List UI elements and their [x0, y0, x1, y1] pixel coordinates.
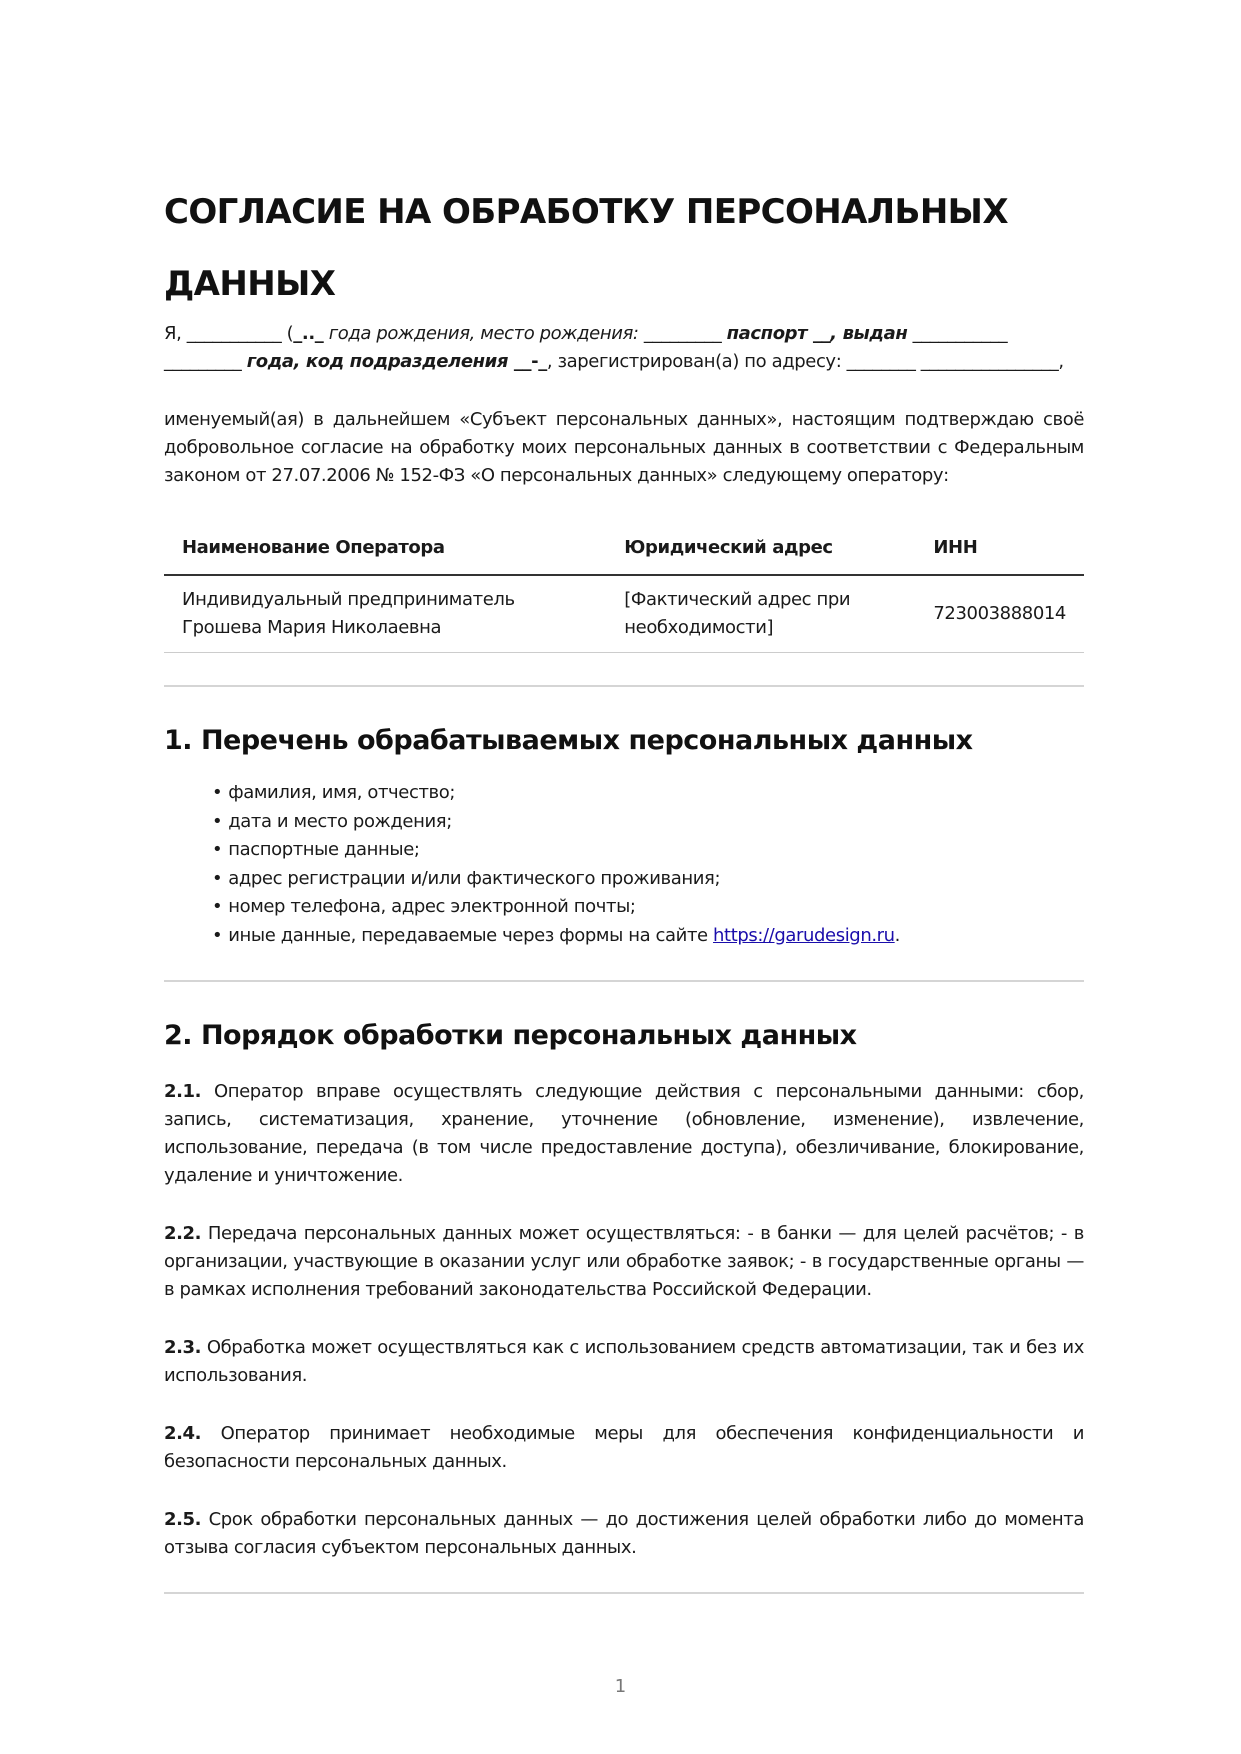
table-row	[164, 575, 1084, 653]
address-line-2: необходимости]	[624, 617, 774, 638]
clause-2-2	[164, 1220, 1084, 1304]
operator-name-cell	[164, 575, 606, 653]
clause-2-3	[164, 1334, 1084, 1390]
page-number: 1	[614, 1676, 627, 1697]
section-divider	[164, 980, 1084, 982]
website-link[interactable]: https://garudesign.ru	[713, 924, 895, 946]
section-divider	[164, 685, 1084, 687]
clause-text: Оператор вправе осуществлять следующие действия с персональными данными: сбор, запись, систематизация, хранение, уточнение (обновление, изменение), извлечение, использование, передача (в том числе предоставление доступа), обезличивание, блокирование, удаление и уничтожение.	[164, 1081, 1084, 1186]
passport-text: паспорт __, выдан	[726, 323, 908, 344]
subject-intro	[164, 320, 1084, 376]
section-1-heading: 1. Перечень обрабатываемых персональных данных	[164, 725, 973, 756]
legal-address-cell	[606, 575, 915, 653]
registration-address-text: , зарегистрирован(а) по адресу: ________ ________________,	[546, 351, 1064, 372]
title-line-1: СОГЛАСИЕ НА ОБРАБОТКУ ПЕРСОНАЛЬНЫХ	[164, 192, 1008, 232]
list-item	[212, 922, 1084, 951]
birth-place-text: года рождения, место рождения: _________	[323, 323, 727, 344]
clause-number: 2.4.	[164, 1423, 202, 1444]
clause-2-1	[164, 1078, 1084, 1190]
clause-number: 2.2.	[164, 1223, 202, 1244]
operator-name-line-1: Индивидуальный предприниматель	[182, 589, 515, 610]
birth-date-blank: _.._	[293, 323, 324, 344]
clause-2-4	[164, 1420, 1084, 1476]
clause-text: Срок обработки персональных данных — до достижения целей обработки либо до момента отзыва согласия субъектом персональных данных.	[164, 1509, 1084, 1558]
division-code-blank: __-_	[508, 351, 547, 372]
list-item: • фамилия, имя, отчество;	[212, 779, 1084, 808]
division-code-label: года, код подразделения	[246, 351, 509, 372]
clause-number: 2.1.	[164, 1081, 202, 1102]
link-suffix: .	[894, 924, 900, 946]
list-item: • адрес регистрации и/или фактического проживания;	[212, 865, 1084, 894]
clause-text: Оператор принимает необходимые меры для обеспечения конфиденциальности и безопасности персональных данных.	[164, 1423, 1084, 1472]
clause-number: 2.5.	[164, 1509, 202, 1530]
table-header-row	[164, 520, 1084, 575]
clause-text: Передача персональных данных может осуществляться: - в банки — для целей расчётов; - в организации, участвующие в оказании услуг или обработке заявок; - в государственные органы — в рамках исполнения требований законодательства Российской Федерации.	[164, 1223, 1084, 1300]
operator-table	[164, 520, 1084, 653]
section-divider	[164, 1592, 1084, 1594]
personal-data-list	[164, 779, 1084, 950]
column-header-legal-address: Юридический адрес	[606, 520, 915, 575]
intro-text: Я, ___________ (	[164, 323, 294, 344]
list-item: • номер телефона, адрес электронной почты;	[212, 893, 1084, 922]
operator-name-line-2: Грошева Мария Николаевна	[182, 617, 442, 638]
clause-number: 2.3.	[164, 1337, 202, 1358]
list-item: • дата и место рождения;	[212, 808, 1084, 837]
list-item-text: иные данные, передаваемые через формы на сайте	[228, 924, 714, 946]
address-line-1: [Фактический адрес при	[624, 589, 851, 610]
clause-text: Обработка может осуществляться как с использованием средств автоматизации, так и без их использования.	[164, 1337, 1084, 1386]
list-item: • паспортные данные;	[212, 836, 1084, 865]
clause-2-5	[164, 1506, 1084, 1562]
document-page	[164, 176, 1084, 1594]
column-header-operator-name: Наименование Оператора	[164, 520, 606, 575]
consent-paragraph: именуемый(ая) в дальнейшем «Субъект персональных данных», настоящим подтверждаю своё добровольное согласие на обработку моих персональных данных в соответствии с Федеральным законом от 27.07.2006 № 152-ФЗ «О персональных данных» следующему оператору:	[164, 409, 1084, 486]
title-line-2: ДАННЫХ	[164, 264, 336, 304]
inn-cell: 723003888014	[915, 575, 1084, 653]
section-2-heading: 2. Порядок обработки персональных данных	[164, 1020, 857, 1051]
issued-blank: ___________ _________	[164, 323, 1008, 372]
column-header-inn: ИНН	[915, 520, 1084, 575]
document-title	[164, 176, 1084, 320]
